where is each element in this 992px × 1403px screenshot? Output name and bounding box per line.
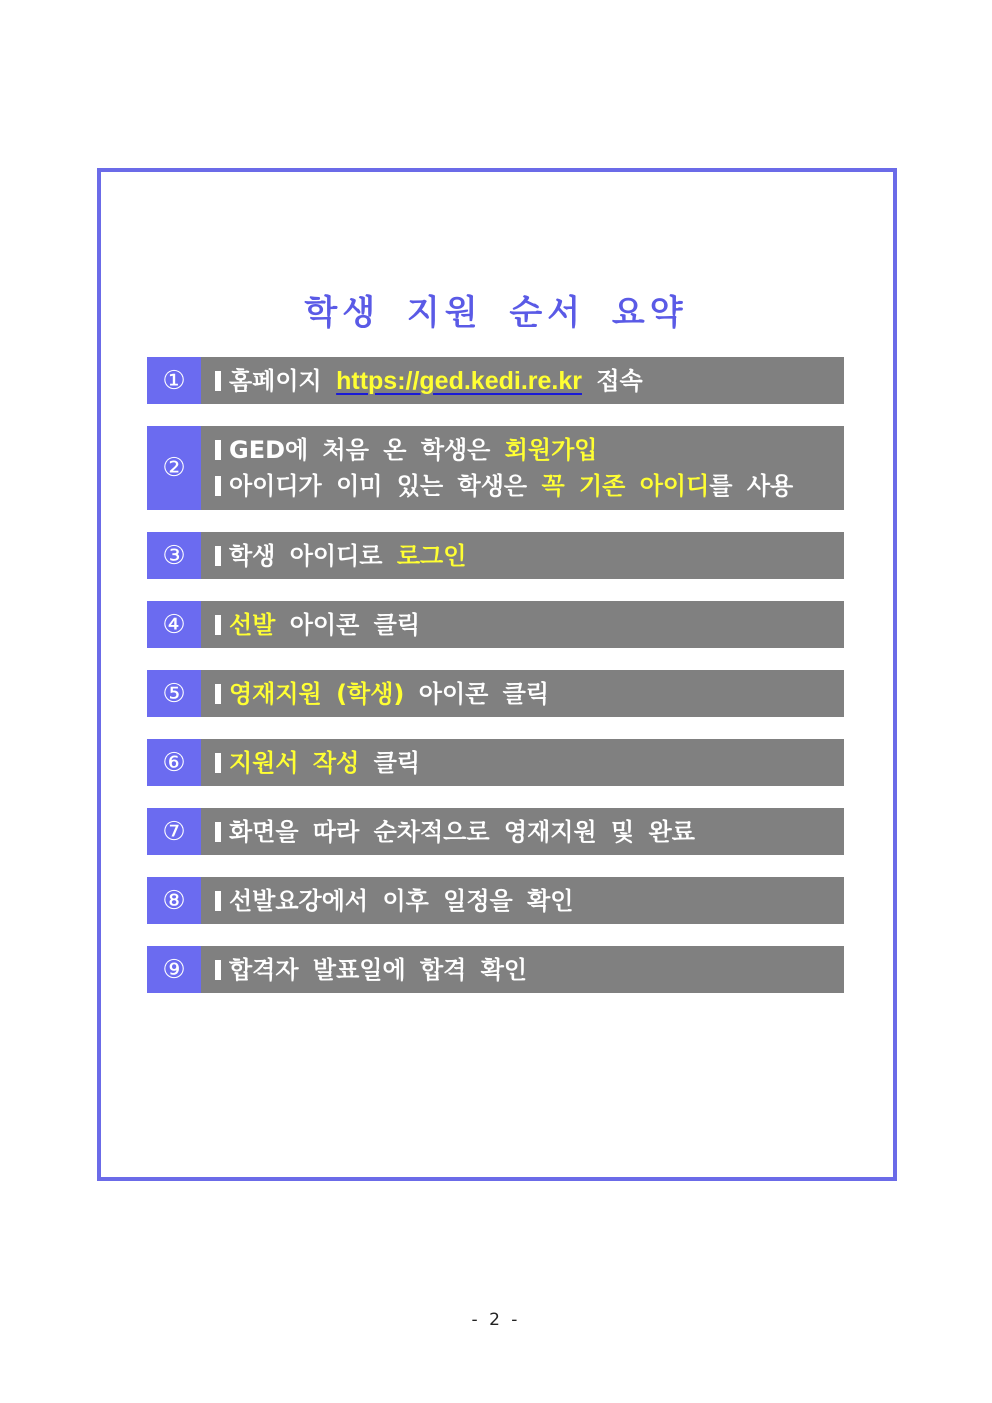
step-body — [201, 739, 844, 786]
step-number: ⑤ — [147, 670, 201, 717]
bullet-icon — [215, 753, 221, 773]
step-text: GED에 처음 온 학생은 — [229, 436, 505, 464]
step-line — [215, 363, 844, 399]
page-number: - 2 - — [471, 1310, 521, 1330]
step-line — [215, 676, 844, 712]
step-body — [201, 426, 844, 510]
homepage-link[interactable]: https://ged.kedi.re.kr — [336, 366, 582, 395]
step-text: 선발요강에서 이후 일정을 확인 — [229, 886, 574, 915]
step-text: 아이디가 이미 있는 학생은 — [229, 472, 542, 500]
step-highlight: 로그인 — [396, 541, 467, 570]
bullet-icon — [215, 440, 221, 460]
step-body — [201, 357, 844, 404]
step-text: 를 사용 — [709, 472, 794, 500]
step-text: 접속 — [581, 366, 643, 395]
step-body — [201, 601, 844, 648]
step-line — [215, 468, 844, 504]
page-title: 학생 지원 순서 요약 — [304, 293, 688, 333]
step-text: 홈페이지 — [229, 366, 337, 395]
step-number: ① — [147, 357, 201, 404]
step-number: ⑧ — [147, 877, 201, 924]
step-number: ⑥ — [147, 739, 201, 786]
step-body — [201, 532, 844, 579]
step-highlight: 지원서 작성 — [229, 748, 360, 777]
step-line — [215, 538, 844, 574]
step-8 — [147, 877, 844, 924]
step-text: 화면을 따라 순차적으로 영재지원 및 완료 — [229, 817, 695, 846]
step-3 — [147, 532, 844, 579]
step-7 — [147, 808, 844, 855]
bullet-icon — [215, 546, 221, 566]
step-5 — [147, 670, 844, 717]
step-line — [215, 745, 844, 781]
step-number: ⑦ — [147, 808, 201, 855]
bullet-icon — [215, 891, 221, 911]
bullet-icon — [215, 371, 221, 391]
step-6 — [147, 739, 844, 786]
steps-list — [147, 357, 844, 1015]
step-number: ③ — [147, 532, 201, 579]
step-number: ④ — [147, 601, 201, 648]
step-line — [215, 883, 844, 919]
step-body — [201, 808, 844, 855]
bullet-icon — [215, 615, 221, 635]
step-text: 아이콘 클릭 — [275, 610, 421, 639]
step-text: 학생 아이디로 — [229, 541, 397, 570]
step-9 — [147, 946, 844, 993]
step-text: 합격자 발표일에 합격 확인 — [229, 955, 528, 984]
step-line — [215, 952, 844, 988]
step-number: ② — [147, 426, 201, 510]
step-line — [215, 607, 844, 643]
step-line — [215, 814, 844, 850]
step-text: 아이콘 클릭 — [404, 679, 550, 708]
step-body — [201, 946, 844, 993]
step-1 — [147, 357, 844, 404]
step-text: 클릭 — [359, 748, 421, 777]
bullet-icon — [215, 822, 221, 842]
bullet-icon — [215, 684, 221, 704]
step-body — [201, 877, 844, 924]
step-highlight: 회원가입 — [504, 436, 598, 464]
step-2 — [147, 426, 844, 510]
step-highlight: 선발 — [229, 610, 276, 639]
step-highlight: 영재지원 (학생) — [229, 679, 405, 708]
bullet-icon — [215, 476, 221, 496]
step-highlight: 꼭 기존 아이디 — [541, 472, 710, 500]
bullet-icon — [215, 960, 221, 980]
step-body — [201, 670, 844, 717]
step-4 — [147, 601, 844, 648]
step-line — [215, 432, 844, 468]
step-number: ⑨ — [147, 946, 201, 993]
